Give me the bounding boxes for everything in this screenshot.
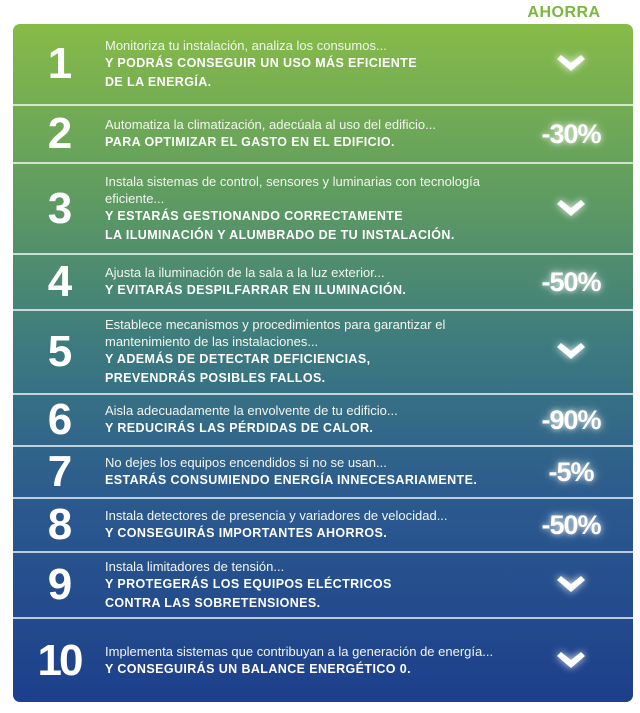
tip-row-1 xyxy=(13,24,633,104)
tip-benefit-line: Y ESTARÁS GESTIONANDO CORRECTAMENTE xyxy=(105,208,404,223)
tip-benefit xyxy=(105,471,503,490)
tip-text xyxy=(105,643,509,679)
tip-benefit-line: PARA OPTIMIZAR EL GASTO EN EL EDIFICIO. xyxy=(105,135,395,149)
tip-number: 10 xyxy=(37,635,81,685)
tip-number: 1 xyxy=(47,39,71,88)
tip-benefit xyxy=(105,350,503,388)
tip-text xyxy=(105,116,509,152)
tip-benefit xyxy=(105,660,503,679)
tip-row-8 xyxy=(13,499,633,551)
tip-benefit-line: Y EVITARÁS DESPILFARRAR EN ILUMINACIÓN. xyxy=(105,283,407,297)
tip-benefit-line: Y PROTEGERÁS LOS EQUIPOS ELÉCTRICOS xyxy=(105,576,392,591)
tip-row-5 xyxy=(13,311,633,393)
tip-benefit-line: PREVENDRÁS POSIBLES FALLOS. xyxy=(105,371,326,385)
tip-description: Monitoriza tu instalación, analiza los consumos... xyxy=(105,37,387,53)
tip-description: Ajusta la iluminación de la sala a la luz exterior... xyxy=(105,265,385,280)
tip-benefit-line: LA ILUMINACIÓN Y ALUMBRADO DE TU INSTALACIÓN. xyxy=(105,227,455,242)
savings-column-header: AHORRA xyxy=(527,4,601,21)
tip-text xyxy=(105,316,509,388)
tip-description: Implementa sistemas que contribuyan a la generación de energía... xyxy=(105,643,494,659)
tip-number: 8 xyxy=(47,500,71,549)
tip-benefit xyxy=(105,575,503,613)
tip-description: Automatiza la climatización, adecúala al uso del edificio... xyxy=(105,117,436,132)
tip-number: 4 xyxy=(47,257,71,306)
checkmark-icon xyxy=(509,197,633,221)
tip-benefit-line: DE LA ENERGÍA. xyxy=(105,74,212,89)
tip-text xyxy=(105,37,509,92)
tip-number: 3 xyxy=(47,183,71,233)
tip-row-2 xyxy=(13,106,633,162)
checkmark-icon xyxy=(509,340,633,364)
tip-benefit-line: Y CONSEGUIRÁS IMPORTANTES AHORROS. xyxy=(105,526,388,540)
tip-benefit-line: Y ADEMÁS DE DETECTAR DEFICIENCIAS, xyxy=(105,352,371,366)
tip-text xyxy=(105,558,509,613)
tip-benefit-line: ESTARÁS CONSUMIENDO ENERGÍA INNECESARIAMENTE. xyxy=(105,473,478,487)
tip-benefit-line: Y REDUCIRÁS LAS PÉRDIDAS DE CALOR. xyxy=(105,421,374,435)
tip-row-9 xyxy=(13,553,633,617)
tip-number: 2 xyxy=(47,109,71,158)
tip-text xyxy=(105,507,509,543)
energy-tips-panel xyxy=(13,24,633,702)
savings-value: -5% xyxy=(548,456,594,487)
tip-benefit-line: Y CONSEGUIRÁS UN BALANCE ENERGÉTICO 0. xyxy=(105,661,411,676)
checkmark-icon xyxy=(509,573,633,597)
tip-description: Instala detectores de presencia y variadores de velocidad... xyxy=(105,508,448,523)
savings-value: -90% xyxy=(541,404,601,435)
savings-value: -50% xyxy=(541,266,601,297)
tip-benefit-line: CONTRA LAS SOBRETENSIONES. xyxy=(105,595,321,610)
checkmark-icon xyxy=(509,52,633,76)
tip-benefit xyxy=(105,281,503,300)
tip-text xyxy=(105,454,509,490)
tip-text xyxy=(105,173,509,245)
tip-description: Instala sistemas de control, sensores y luminarias con tecnología eficiente... xyxy=(105,173,481,206)
tip-row-10 xyxy=(13,619,633,702)
tip-description: Instala limitadores de tensión... xyxy=(105,558,285,574)
tip-number: 5 xyxy=(47,327,71,376)
tip-text xyxy=(105,264,509,300)
tip-benefit xyxy=(105,207,503,245)
tip-benefit xyxy=(105,54,503,92)
tip-row-3 xyxy=(13,164,633,253)
tip-benefit-line: Y PODRÁS CONSEGUIR UN USO MÁS EFICIENTE xyxy=(105,55,417,70)
checkmark-icon xyxy=(509,649,633,673)
tip-number: 7 xyxy=(47,447,71,496)
tip-row-4 xyxy=(13,255,633,309)
tip-description: No dejes los equipos encendidos si no se usan... xyxy=(105,455,387,470)
tip-row-6 xyxy=(13,395,633,445)
tip-benefit xyxy=(105,133,503,152)
tip-benefit xyxy=(105,524,503,543)
tip-text xyxy=(105,402,509,438)
tip-description: Establece mecanismos y procedimientos para garantizar el mantenimiento de las instalaciones... xyxy=(105,317,446,349)
savings-value: -50% xyxy=(541,509,601,540)
savings-value: -30% xyxy=(541,118,601,149)
tip-number: 6 xyxy=(47,395,71,444)
tip-description: Aisla adecuadamente la envolvente de tu edificio... xyxy=(105,403,398,418)
tip-number: 9 xyxy=(47,560,71,609)
tip-benefit xyxy=(105,419,503,438)
tip-row-7 xyxy=(13,447,633,497)
